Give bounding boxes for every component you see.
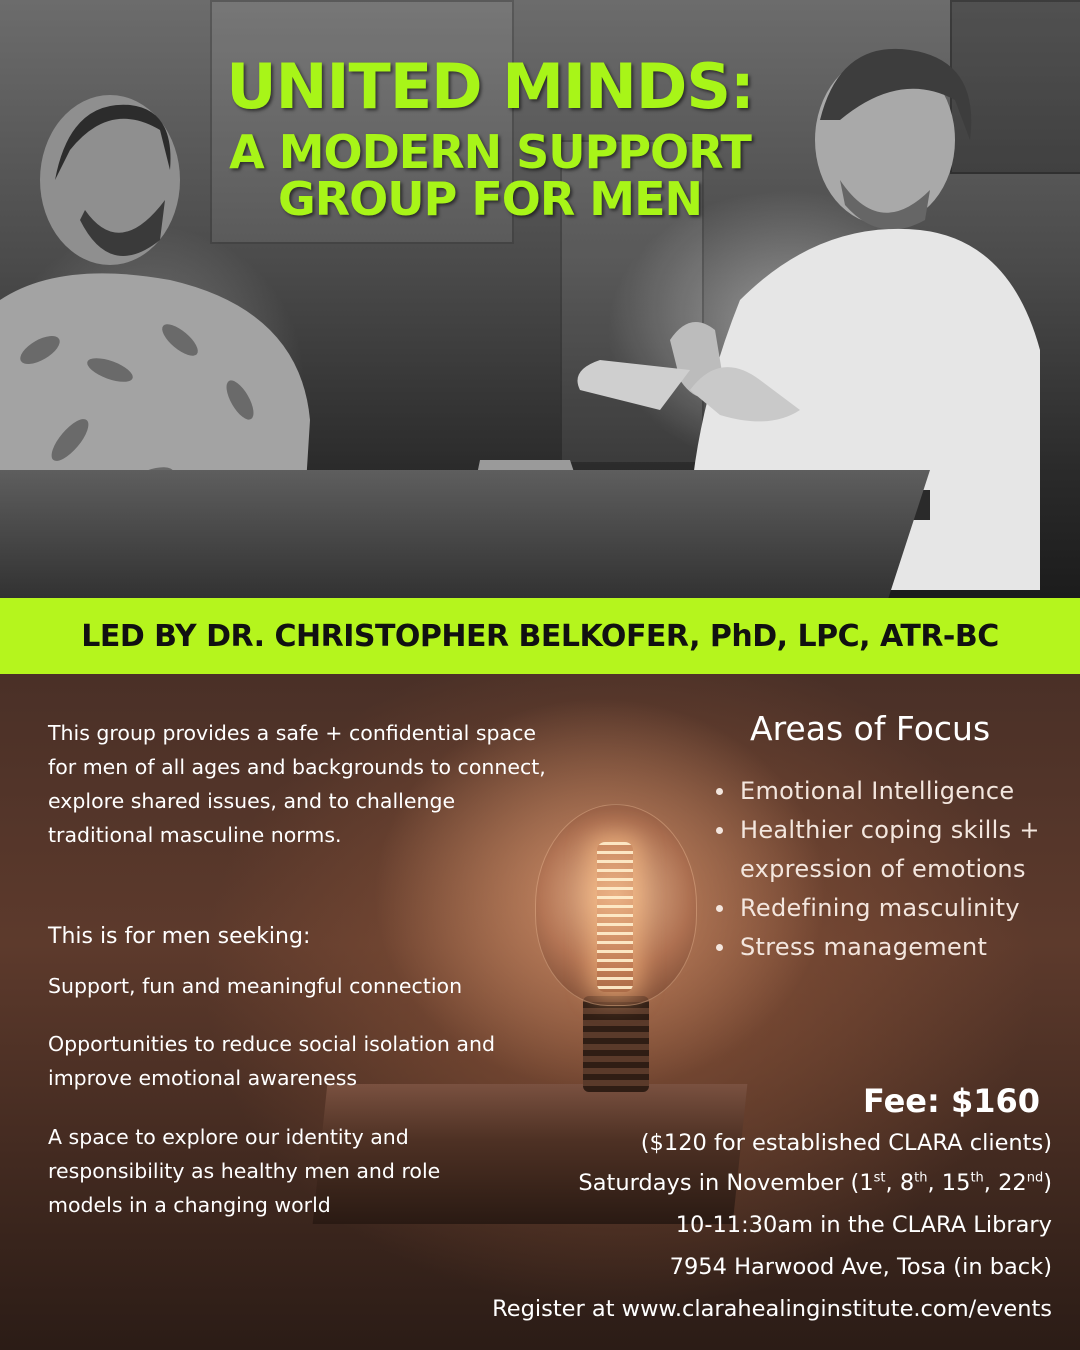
schedule-text: , 22 [983,1170,1027,1196]
intro-paragraph: This group provides a safe + confidential space for men of all ages and backgrounds to connect, explore shared issues, and to challenge traditional masculine norms. [48,721,546,847]
time-location: 10-11:30am in the CLARA Library [675,1212,1052,1238]
focus-item: Emotional Intelligence [716,772,1076,811]
focus-heading: Areas of Focus [750,709,991,748]
date-suffix: th [970,1170,984,1186]
register-link[interactable]: Register at www.clarahealinginstitute.com/events [492,1296,1052,1322]
date-suffix: st [873,1170,886,1186]
details-section [0,674,1080,1350]
schedule-text: , 8 [885,1170,915,1196]
seeking-item: Support, fun and meaningful connection [48,974,463,998]
address: 7954 Harwood Ave, Tosa (in back) [669,1254,1052,1280]
table-surface [0,470,930,598]
schedule-text: , 15 [927,1170,971,1196]
focus-item: Healthier coping skills + expression of emotions [716,811,1076,889]
seeking-heading: This is for men seeking: [48,924,311,949]
bulb-filament [597,842,633,992]
seeking-item: A space to explore our identity and responsibility as healthy men and role models in a changing world [48,1125,441,1217]
leader-banner [0,598,1080,674]
date-suffix: th [914,1170,928,1186]
lamp-socket [583,996,649,1092]
schedule-text: Saturdays in November (1 [578,1170,874,1196]
fee-amount: Fee: $160 [863,1082,1040,1120]
seeking-item: Opportunities to reduce social isolation and improve emotional awareness [48,1032,495,1090]
hero-photo [0,0,1080,598]
schedule-text: ) [1043,1170,1052,1196]
headline-title: UNITED MINDS: [226,50,754,123]
focus-item: Redefining masculinity [716,889,1076,928]
date-suffix: nd [1026,1170,1044,1186]
leader-banner-text: LED BY DR. CHRISTOPHER BELKOFER, PhD, LPC, ATR-BC [81,618,999,654]
schedule-dates [578,1170,1052,1196]
fee-discount: ($120 for established CLARA clients) [640,1130,1052,1156]
headline-subtitle-line2: GROUP FOR MEN [277,172,703,226]
headline-subtitle-line1: A MODERN SUPPORT [229,125,751,179]
focus-item: Stress management [716,928,1076,967]
focus-list [716,772,1076,967]
